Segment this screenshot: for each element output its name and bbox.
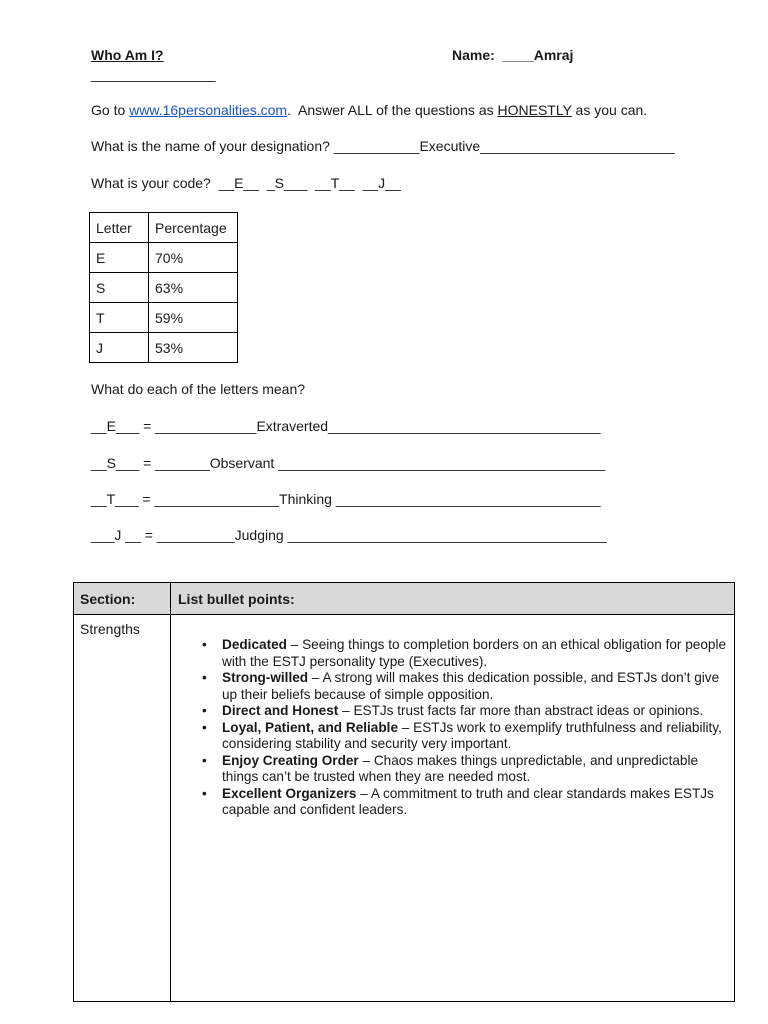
intro-post: as you can. — [571, 102, 648, 118]
name-field — [452, 47, 573, 63]
table-header-row — [90, 213, 238, 243]
table-row — [90, 303, 238, 333]
intro-pre: Go to — [91, 102, 130, 118]
intro-emphasis: HONESTLY — [497, 102, 572, 118]
percentage-table — [89, 212, 238, 363]
meaning-line-j: ___J __ = __________Judging _________________________________________ — [91, 527, 607, 543]
percentage-cell: 70% — [149, 243, 238, 273]
intro-mid: . Answer ALL of the questions as — [287, 102, 498, 118]
header-letter: Letter — [90, 213, 149, 243]
bullet-icon: • — [202, 752, 207, 768]
section-strengths: Strengths — [80, 621, 140, 637]
percentage-cell: 59% — [149, 303, 238, 333]
strengths-list — [202, 637, 728, 819]
list-item: • Direct and Honest – ESTJs trust facts far more than abstract ideas or opinions. — [202, 703, 704, 718]
table-row — [90, 333, 238, 363]
table-row — [90, 273, 238, 303]
bullet-icon: • — [202, 785, 207, 801]
section-header: Section: — [80, 591, 136, 607]
list-item: • Dedicated – Seeing things to completion borders on an ethical obligation for people with the ESTJ personality type (Executives). — [202, 637, 727, 669]
percentage-cell: 63% — [149, 273, 238, 303]
intro-instruction — [91, 102, 647, 118]
designation-question: What is the name of your designation? ___________Executive_________________________ — [91, 138, 675, 154]
list-item: • Strong-willed – A strong will makes this dedication possible, and ESTJs don’t give up their beliefs because of simple opposition. — [202, 670, 720, 702]
bullet-icon: • — [202, 719, 207, 735]
strengths-header-row — [74, 583, 734, 615]
meaning-line-s: __S___ = _______Observant __________________________________________ — [91, 455, 606, 471]
table-row — [90, 243, 238, 273]
name-value: ____Amraj — [502, 47, 574, 63]
name-label: Name: — [452, 47, 495, 63]
letter-cell: T — [90, 303, 149, 333]
bullet-icon: • — [202, 637, 207, 652]
list-item: • Excellent Organizers – A commitment to truth and clear standards makes ESTJs capable and confident leaders. — [202, 785, 714, 817]
meanings-question: What do each of the letters mean? — [91, 381, 306, 397]
meaning-line-t: __T___ = ________________Thinking __________________________________ — [91, 491, 601, 507]
code-question: What is your code? __E__ _S___ __T__ __J__ — [91, 175, 401, 191]
column-divider — [170, 583, 171, 1001]
letter-cell: E — [90, 243, 149, 273]
header-percentage: Percentage — [149, 213, 238, 243]
bullets-header: List bullet points: — [178, 591, 295, 607]
letter-cell: S — [90, 273, 149, 303]
personalities-link[interactable]: www.16personalities.com — [129, 102, 288, 118]
meaning-line-e: __E___ = _____________Extraverted___________________________________ — [91, 418, 601, 434]
strengths-table — [73, 582, 735, 1002]
bullet-icon: • — [202, 703, 207, 718]
list-item: • Enjoy Creating Order – Chaos makes things unpredictable, and unpredictable things can’t be trusted when they are needed most. — [202, 752, 699, 784]
worksheet-title: Who Am I? — [91, 47, 164, 63]
bullet-icon: • — [202, 670, 207, 685]
letter-cell: J — [90, 333, 149, 363]
list-item: • Loyal, Patient, and Reliable – ESTJs work to exemplify truthfulness and reliability, considering stability and security very important. — [202, 719, 722, 751]
title-rule: ________________ — [91, 66, 216, 82]
percentage-cell: 53% — [149, 333, 238, 363]
